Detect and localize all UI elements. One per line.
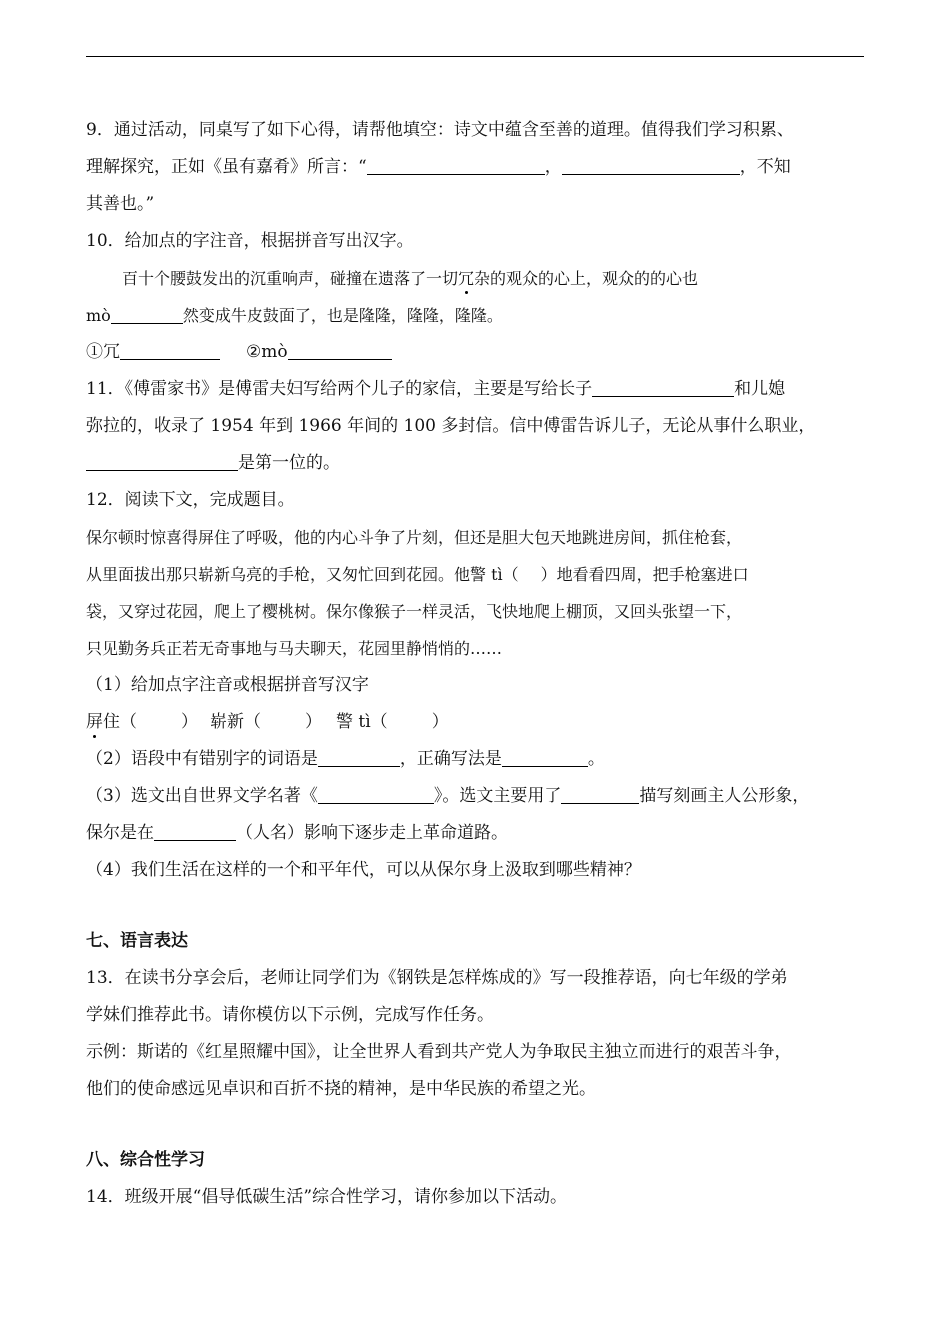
q10-answer-1[interactable] bbox=[120, 341, 220, 360]
q12-passage-line2: 从里面拔出那只崭新乌亮的手枪，又匆忙回到花园。他警 tì（ ）地看看四周，把手枪塞进口 bbox=[86, 565, 749, 584]
q12-passage-line4: 只见勤务兵正若无奇事地与马夫聊天，花园里静悄悄的…… bbox=[86, 639, 503, 658]
q12-sub1: （1）给加点字注音或根据拼音写汉字 bbox=[86, 675, 369, 695]
dotted-char: 屏 bbox=[86, 712, 103, 732]
q13-line2: 学妹们推荐此书。请你模仿以下示例，完成写作任务。 bbox=[86, 1005, 494, 1025]
q11-blank-2[interactable] bbox=[86, 452, 238, 471]
q12-sub4: （4）我们生活在这样的一个和平年代，可以从保尔身上汲取到哪些精神？ bbox=[86, 860, 641, 880]
q9-blank-2[interactable] bbox=[562, 156, 740, 175]
header-rule bbox=[86, 56, 864, 57]
section-8-title: 八、综合性学习 bbox=[86, 1150, 205, 1170]
q12-passage-line1: 保尔顿时惊喜得屏住了呼吸，他的内心斗争了片刻，但还是胆大包天地跳进房间，抓住枪套， bbox=[86, 528, 743, 547]
exam-page bbox=[86, 112, 864, 1216]
q13-line1: 13．在读书分享会后，老师让同学们为《钢铁是怎样炼成的》写一段推荐语，向七年级的学弟 bbox=[86, 968, 788, 988]
q12-passage-line3: 袋，又穿过花园，爬上了樱桃树。保尔像猴子一样灵活，飞快地爬上棚顶，又回头张望一下， bbox=[86, 602, 743, 621]
q12-blank-method[interactable] bbox=[561, 785, 639, 804]
q10-answer-2[interactable] bbox=[288, 341, 392, 360]
dotted-char: 冗 bbox=[458, 269, 475, 288]
q13-example-line1: 示例：斯诺的《红星照耀中国》，让全世界人看到共产党人为争取民主独立而进行的艰苦斗争， bbox=[86, 1042, 792, 1062]
q14-line1: 14．班级开展“倡导低碳生活”综合性学习，请你参加以下活动。 bbox=[86, 1187, 568, 1207]
q12-sub2: （2）语段中有错别字的词语是 ，正确写法是 。 bbox=[86, 749, 605, 769]
q12-title: 12．阅读下文，完成题目。 bbox=[86, 490, 295, 510]
q11-line3: 是第一位的。 bbox=[86, 445, 864, 482]
q12-blank-person[interactable] bbox=[154, 822, 236, 841]
q9-line2: 理解探究，正如《虽有嘉肴》所言：“ ， ，不知 bbox=[86, 157, 791, 177]
q11-blank-1[interactable] bbox=[592, 378, 734, 397]
q10-title: 10．给加点的字注音，根据拼音写出汉字。 bbox=[86, 231, 414, 251]
q12-sub3-line1: （3）选文出自世界文学名著《 》。选文主要用了 描写刻画主人公形象， bbox=[86, 786, 810, 806]
q13-example-line2: 他们的使命感远见卓识和百折不挠的精神，是中华民族的希望之光。 bbox=[86, 1079, 596, 1099]
q10-passage-line2: mò 然变成牛皮鼓面了，也是隆隆，隆隆，隆隆。 bbox=[86, 306, 503, 325]
q10-passage-line1: 百十个腰鼓发出的沉重响声，碰撞在遗落了一切冗杂的观众的心上，观众的的心也 bbox=[122, 269, 699, 288]
q10-blank-mo[interactable] bbox=[111, 305, 183, 324]
q9-line1: 9．通过活动，同桌写了如下心得，请帮他填空：诗文中蕴含至善的道理。值得我们学习积累、 bbox=[86, 120, 794, 140]
q12-blank-wrong-word[interactable] bbox=[318, 748, 400, 767]
q9-line3: 其善也。” bbox=[86, 194, 155, 214]
q10-answers: ①冗 ②mò bbox=[86, 334, 864, 371]
q11-line2: 弥拉的，收录了 1954 年到 1966 年间的 100 多封信。信中傅雷告诉儿子，无论从事什么职业， bbox=[86, 416, 816, 436]
q12-blank-correct-word[interactable] bbox=[502, 748, 588, 767]
q12-sub1-items: 屏住（ ） 崭新（ ） 警 tì（ ） bbox=[86, 712, 449, 732]
section-7-title: 七、语言表达 bbox=[86, 931, 188, 951]
q12-blank-book[interactable] bbox=[318, 785, 434, 804]
q12-sub3-line2: 保尔是在 （人名）影响下逐步走上革命道路。 bbox=[86, 823, 508, 843]
q11-line1: 11．《傅雷家书》是傅雷夫妇写给两个儿子的家信，主要是写给长子 和儿媳 bbox=[86, 379, 786, 399]
q9-blank-1[interactable] bbox=[367, 156, 545, 175]
